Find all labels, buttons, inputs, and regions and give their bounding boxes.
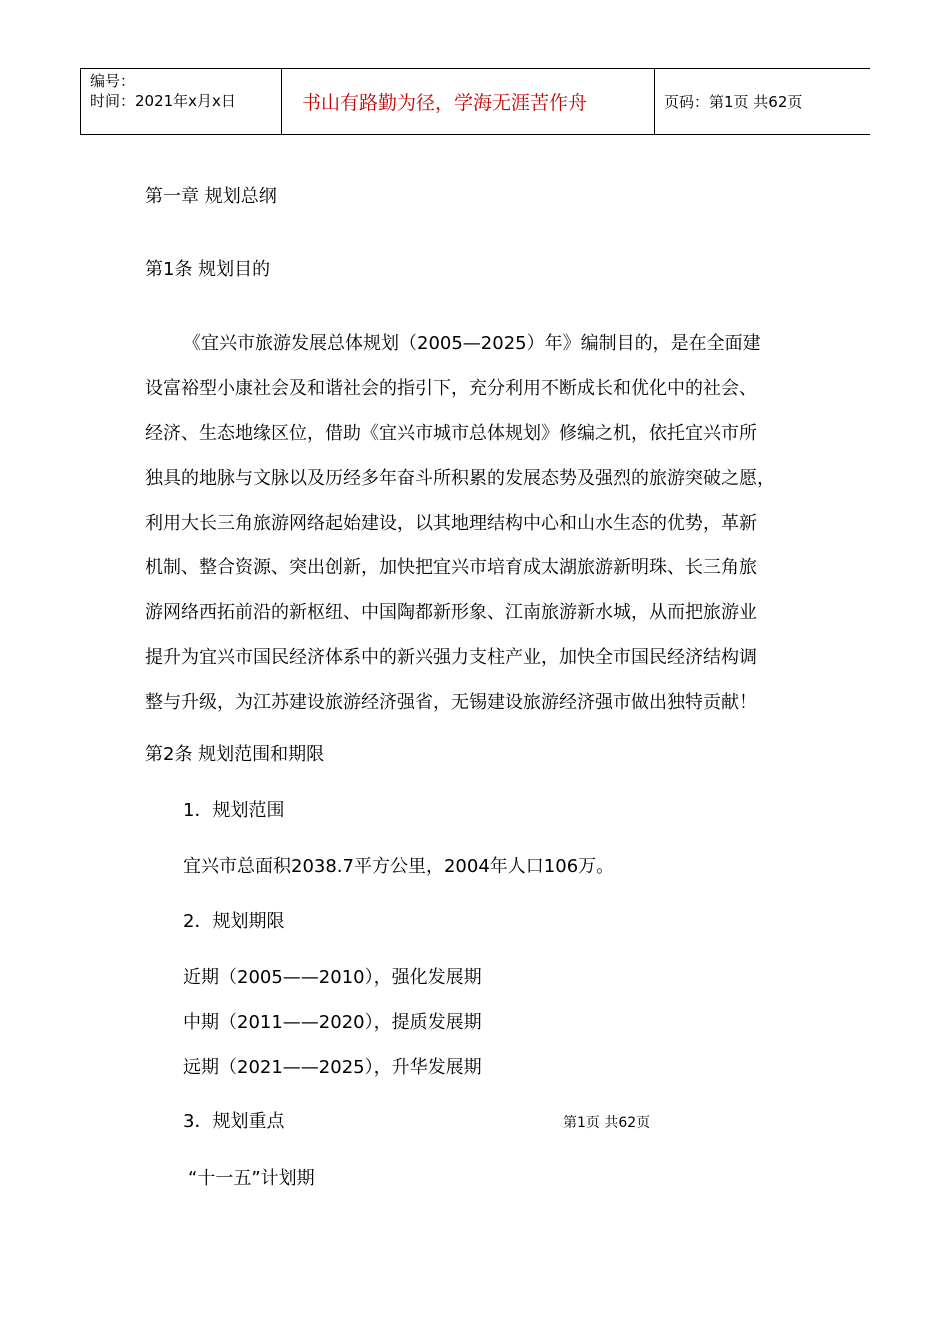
paragraph-line: 经济、生态地缘区位，借助《宜兴市城市总体规划》修编之机，依托宜兴市所 — [145, 423, 757, 444]
paragraph-line: 设富裕型小康社会及和谐社会的指引下，充分利用不断成长和优化中的社会、 — [145, 378, 757, 399]
focus-heading: 3．规划重点 — [183, 1111, 285, 1132]
scope-text: 宜兴市总面积2038.7平方公里，2004年人口106万。 — [183, 856, 615, 877]
plan-period-heading: “十一五”计划期 — [188, 1168, 315, 1189]
scope-heading: 1．规划范围 — [183, 800, 285, 821]
paragraph-line: 提升为宜兴市国民经济体系中的新兴强力支柱产业，加快全市国民经济结构调 — [145, 647, 757, 668]
paragraph-line: 游网络西拓前沿的新枢纽、中国陶都新形象、江南旅游新水城，从而把旅游业 — [145, 602, 757, 623]
period-heading: 2．规划期限 — [183, 911, 285, 932]
header-table — [80, 68, 870, 135]
paragraph-line: 机制、整合资源、突出创新，加快把宜兴市培育成太湖旅游新明珠、长三角旅 — [145, 557, 757, 578]
period-item: 中期（2011——2020），提质发展期 — [183, 1012, 482, 1033]
document-time-label: 时间：2021年x月x日 — [90, 92, 236, 110]
header-motto-cell — [282, 69, 655, 134]
header-page-code: 页码：第1页 共62页 — [664, 93, 803, 111]
paragraph-line: 利用大长三角旅游网络起始建设，以其地理结构中心和山水生态的优势，革新 — [145, 513, 757, 534]
article2-title: 第2条 规划范围和期限 — [145, 744, 325, 765]
period-item: 远期（2021——2025），升华发展期 — [183, 1057, 482, 1078]
header-motto: 书山有路勤为径，学海无涯苦作舟 — [302, 92, 588, 114]
footer-page-indicator: 第1页 共62页 — [563, 1115, 651, 1131]
period-item: 近期（2005——2010），强化发展期 — [183, 967, 482, 988]
document-number-label: 编号： — [90, 72, 136, 90]
header-info-cell — [81, 69, 282, 134]
header-page-cell — [655, 69, 870, 134]
paragraph-line: 整与升级，为江苏建设旅游经济强省，无锡建设旅游经济强市做出独特贡献！ — [145, 692, 757, 713]
article1-title: 第1条 规划目的 — [145, 259, 271, 280]
chapter-title: 第一章 规划总纲 — [145, 186, 277, 207]
paragraph-line: 独具的地脉与文脉以及历经多年奋斗所积累的发展态势及强烈的旅游突破之愿， — [145, 468, 775, 489]
paragraph-line: 《宜兴市旅游发展总体规划（2005—2025）年》编制目的，是在全面建 — [183, 333, 761, 354]
